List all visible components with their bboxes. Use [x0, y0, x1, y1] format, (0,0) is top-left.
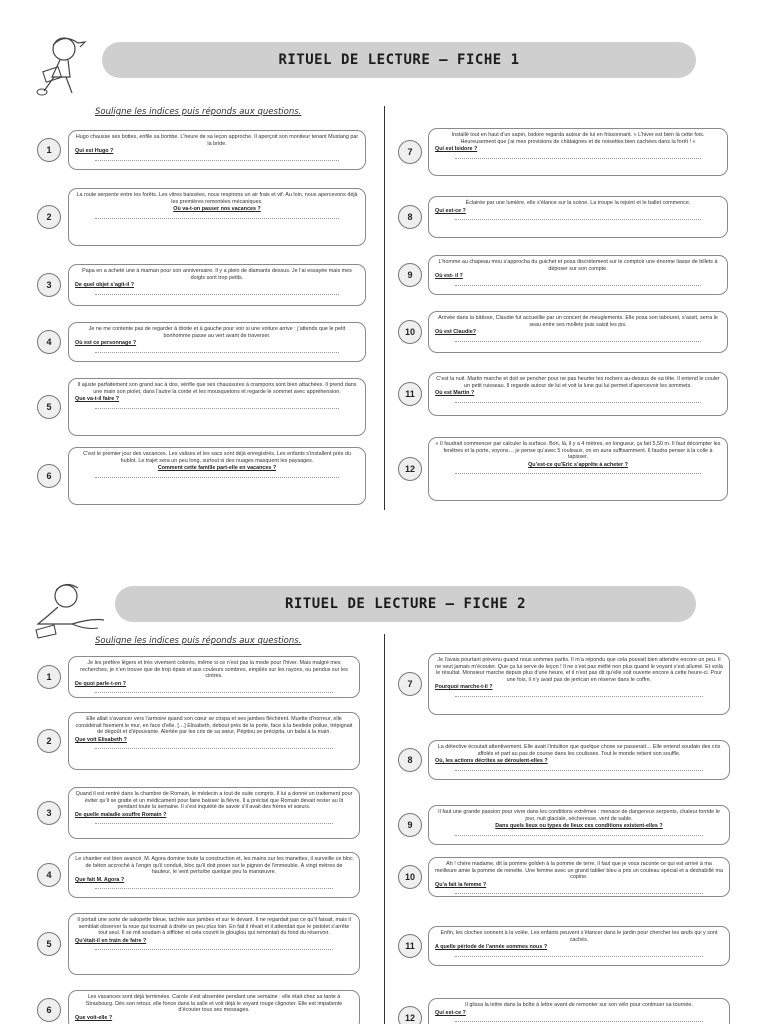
answer-line[interactable] — [95, 472, 339, 478]
exercise-number: 9 — [398, 263, 422, 287]
exercise-question: Qu’était-il en train de faire ? — [75, 937, 147, 944]
exercise-text: La route serpente entre les forêts. Les vitres baissées, nous respirons un air frais et vif. Au loin, nous apercevons déjà les premières remontées mécaniques. — [76, 192, 358, 205]
exercise-question: Où est ce personnage ? — [75, 340, 137, 347]
exercise-text: Ah ! chère madame, dit la pomme golden à la pomme de terre, il faut que je vous raconte ce qui est arrivé à ma meilleure amie la pomme de reinette. Une femme avec un grand tablier bleu a pris un couteau spécial et a déshabillé ma copine. — [435, 861, 723, 881]
exercise-question: Où va-t-on passer nos vacances ? — [173, 206, 261, 213]
answer-line[interactable] — [95, 818, 333, 824]
exercise-text: Il portait une sorte de salopette bleue, tachée aux jambes et sur le devant. Il ne regardait pas ce qu’il faisait, mais il semblait observer la roue qui tournait à droite un peu plus loin. En fait il rêvait et il attendait que le pistolet s’arrête tout seul. Il se mit soudain à siffloter et cela couvrit le glouglou qui remontait du fond du réservoir. — [77, 917, 351, 937]
exercise-card — [68, 990, 360, 1024]
exercise-number: 2 — [37, 205, 61, 229]
exercise-number: 3 — [37, 273, 61, 297]
exercise-card — [68, 656, 360, 698]
answer-line[interactable] — [95, 213, 339, 219]
exercise-question: Comment cette famille part-elle en vacances ? — [157, 465, 277, 472]
exercise-question: De quelle maladie souffre Romain ? — [75, 811, 167, 818]
exercise-question: Où est Claudie? — [435, 329, 477, 336]
exercise-number: 3 — [37, 801, 61, 825]
answer-line[interactable] — [455, 153, 701, 159]
exercise-card — [428, 857, 730, 897]
exercise-card — [428, 196, 728, 238]
exercise-question: Où est Martin ? — [435, 390, 475, 397]
exercise-text: Je les préfère légers et très vivement colorés, même si ce n’est pas la mode pour l’hiver. Mais malgré mes recherches, je n’en trouve que de trop épais et aux couleurs sombres, empilés sur les rayons, ou pendus sur les cintres. — [80, 660, 348, 680]
answer-line[interactable] — [455, 280, 701, 286]
exercise-card — [428, 805, 730, 845]
exercise-number: 5 — [37, 932, 61, 956]
exercise-card — [68, 130, 366, 170]
answer-line[interactable] — [95, 289, 339, 295]
exercise-number: 12 — [398, 1006, 422, 1024]
answer-line[interactable] — [455, 765, 703, 771]
exercise-text: Le chantier est bien avancé. M. Agora domine toute la construction et, les mains sur les manettes, il surveille ce bloc de béton accroché à l’engin qu’il conduit, bloc qu’il doit poser sur le pignon de l’immeuble. À vingt mètres de hauteur, le vent perturbe quelque peu la manœuvre. — [75, 856, 353, 876]
exercise-text: Éclairée par une lumière, elle s’élance sur la scène. La troupe la rejoint et le ballet commence. — [465, 200, 691, 206]
answer-line[interactable] — [455, 214, 701, 220]
answer-line[interactable] — [95, 347, 339, 353]
column-divider — [384, 106, 385, 510]
exercise-text: Il glissa la lettre dans la boîte à lettre avant de remonter sur son vélo pour continuer sa tournée. — [465, 1002, 693, 1008]
exercise-text: Installé tout en haut d’un sapin, Isidore regarda autour de lui en frissonnant. « L’hiver est bien là cette fois. Heureusement que j’ai mes provisions de châtaignes et de noisettes bien cachées dans la forêt ! » — [451, 132, 705, 145]
exercise-card — [428, 311, 728, 353]
exercise-text: « Il faudrait commencer par calculer la surface. Bon, là, il y a 4 mètres, en longueur, ça fait 5,50 m. Il faut décompter les fenêtres et la porte, voyons… je pense qu’avec 5 rouleaux, on en aura suffisamment. Il faudra penser à la colle à tapisser. — [435, 441, 721, 461]
answer-line[interactable] — [455, 951, 703, 957]
child-reading-illustration — [32, 578, 108, 640]
exercise-text: Papa en a acheté une à maman pour son anniversaire. Il y a plein de diamants dessus. Je l’ai essayée mais mes doigts sont trop petits. — [82, 268, 352, 281]
answer-line[interactable] — [455, 397, 701, 403]
answer-line[interactable] — [455, 468, 701, 474]
exercise-number: 11 — [398, 382, 422, 406]
exercise-card — [68, 447, 366, 505]
exercise-card — [428, 998, 730, 1024]
answer-line[interactable] — [95, 403, 339, 409]
exercise-number: 1 — [37, 665, 61, 689]
exercise-question: De quel objet s’agit-il ? — [75, 282, 135, 289]
instruction: Souligne les indices puis réponds aux questions. — [95, 636, 302, 646]
exercise-question: Que fait M. Agora ? — [75, 876, 125, 883]
answer-line[interactable] — [95, 944, 333, 950]
exercise-question: Où est- il ? — [435, 273, 463, 280]
exercise-question: A quelle période de l’année sommes nous ? — [435, 944, 548, 951]
exercise-question: Qui est Isidore ? — [435, 146, 478, 153]
exercise-card — [68, 787, 360, 839]
sheet-title: RITUEL DE LECTURE – FICHE 2 — [115, 586, 696, 622]
exercise-question: Qui est-ce ? — [435, 207, 466, 214]
exercise-number: 9 — [398, 813, 422, 837]
exercise-card — [68, 322, 366, 362]
exercise-card — [68, 188, 366, 246]
exercise-number: 2 — [37, 729, 61, 753]
answer-line[interactable] — [455, 888, 703, 894]
exercise-question: Que va-t-il faire ? — [75, 396, 120, 403]
exercise-text: Les vacances sont déjà terminées. Carole s’est absentée pendant une semaine : elle était chez sa tante à Strasbourg. Dès son retour, elle fonce dans la salle et voit déjà le voyant rouge clignoter. Elle est impatiente d’écouter tous ses messages. — [85, 994, 343, 1014]
exercise-question: Qu’a fait la femme ? — [435, 881, 487, 888]
exercise-card — [428, 437, 728, 501]
exercise-card — [428, 926, 730, 966]
answer-line[interactable] — [455, 691, 703, 697]
exercise-card — [428, 653, 730, 715]
exercise-card — [68, 378, 366, 436]
exercise-card — [68, 852, 360, 898]
exercise-card — [428, 740, 730, 780]
exercise-number: 7 — [398, 140, 422, 164]
exercise-number: 10 — [398, 865, 422, 889]
column-divider — [384, 634, 385, 1024]
exercise-card — [68, 913, 360, 975]
exercise-question: Pourquoi marche-t-il ? — [435, 684, 493, 691]
child-reading-illustration — [30, 33, 90, 97]
exercise-question: Qu’est-ce qu’Eric s’apprête à acheter ? — [528, 461, 628, 468]
exercise-text: Elle allait s’avancer vers l’armoire quand son cœur se crispa et ses jambes fléchirent. Muette d’horreur, elle considérait fixement le mur, en face d’elle. […] Elisabeth, debout près de la porte, face à la bestiole poilue, trépignait de dégoût et d’épouvante. Alertée par les cris de sa sœur, Pépitou se précipita, un balai à la main. — [75, 716, 353, 736]
exercise-text: C’est la nuit. Martin marche et doit se pencher pour ne pas heurter les rochers au-dessus de sa tête. Il entend le couler un petit ruisseau. Il regarde autour de lui et voit la lune qui lui permet d’apercevoir les sommets. — [436, 376, 720, 389]
exercise-question: De quoi parle-t-on ? — [75, 680, 126, 687]
exercise-number: 6 — [37, 998, 61, 1022]
answer-line[interactable] — [95, 883, 333, 889]
exercise-card — [68, 712, 360, 770]
answer-line[interactable] — [455, 336, 701, 342]
exercise-card — [428, 128, 728, 176]
answer-line[interactable] — [95, 743, 333, 749]
exercise-text: Il faut une grande passion pour vivre dans les conditions extrêmes : menace de dangereux serpents, chaleur torride le jour, nuit glaciale, sécheresse, vent de sable. — [438, 809, 720, 822]
exercise-card — [428, 372, 728, 416]
sheet-title: RITUEL DE LECTURE – FICHE 1 — [102, 42, 696, 78]
exercise-text: Je l’avais pourtant prévenu quand nous sommes partis. Il m’a répondu que cela pouvait bien attendre encore un peu. Il ne veut jamais m’écouter. Que ça lui serve de leçon ! Il ne s’est pas méfié non plus quand le voyant s’est allumé. Et voilà le résultat. Monsieur marche depuis plus d’une heure, et il n’est pas dit qu’elle soit ouverte encore à cette heure-ci. Pour une fois, il n’y avait pas de jerrican en réserve dans le coffre. — [435, 657, 723, 683]
exercise-card — [428, 255, 728, 295]
sheet-fiche-2 — [0, 560, 768, 1024]
exercise-text: Il ajuste parfaitement son grand sac à dos, vérifie que ses chaussures à crampons sont bien attachées. Il prend dans une main son piolet, dans l’autre la corde et les mousquetons et regarde le sommet avec appréhension. — [77, 382, 357, 395]
exercise-question: Dans quels lieux ou types de lieux ces conditions existent-elles ? — [495, 823, 663, 830]
exercise-question: Qui est Hugo ? — [75, 148, 114, 155]
exercise-question: Que voit Elisabeth ? — [75, 736, 127, 743]
exercise-number: 10 — [398, 320, 422, 344]
exercise-text: Je ne me contente pas de regarder à droite et à gauche pour voir si une voiture arrive : j’attends que le petit bonhomme passe au vert avant de traverser. — [88, 326, 346, 339]
exercise-number: 8 — [398, 748, 422, 772]
answer-line[interactable] — [95, 687, 333, 693]
exercise-number: 6 — [37, 464, 61, 488]
exercise-text: L’homme au chapeau mou s’approcha du guichet et posa discrètement sur le comptoir une énorme liasse de billets à déposer sur son compte. — [438, 259, 718, 272]
answer-line[interactable] — [95, 155, 339, 161]
exercise-number: 4 — [37, 863, 61, 887]
exercise-text: C’est le premier jour des vacances. Les valises et les sacs sont déjà enregistrés. Les enfants s’installent près du hublot. Le trajet sera un peu long, surtout si des nuages masquent les paysages. — [83, 451, 351, 464]
exercise-number: 8 — [398, 205, 422, 229]
exercise-number: 11 — [398, 934, 422, 958]
exercise-card — [68, 264, 366, 306]
exercise-question: Qui est-ce ? — [435, 1009, 466, 1016]
answer-line[interactable] — [455, 1016, 703, 1022]
exercise-text: Quand il est rentré dans la chambre de Romain, le médecin a tout de suite compris. Il lui a donné un traitement pour éviter qu’il se gratte et un médicament pour faire baisser la fièvre. Il a précisé que Romain devait rester au lit pendant toute la semaine. Il s’est inquiété de savoir s’il avait des frères et sœurs. — [75, 791, 353, 811]
exercise-number: 4 — [37, 330, 61, 354]
exercise-number: 7 — [398, 672, 422, 696]
exercise-question: Que voit-elle ? — [75, 1014, 113, 1021]
exercise-number: 1 — [37, 138, 61, 162]
exercise-number: 5 — [37, 395, 61, 419]
exercise-text: Hugo chausse ses bottes, enfile sa bombe. L’heure de sa leçon approche. Il aperçoit son moniteur tenant Mustang par la bride. — [75, 134, 359, 147]
exercise-question: Où, les actions décrites se déroulent-elles ? — [435, 758, 548, 765]
exercise-number: 12 — [398, 457, 422, 481]
answer-line[interactable] — [455, 830, 703, 836]
exercise-text: Enfin, les cloches sonnent à la volée. Les enfants peuvent s’élancer dans le jardin pour chercher les œufs qui y sont cachés. — [440, 930, 718, 943]
instruction: Souligne les indices puis réponds aux questions. — [95, 107, 302, 117]
exercise-text: Arrivée dans la bâtisse, Claudie fut accueillie par un concert de meuglements. Elle posa son tabouret, s’assit, serra le seau entre ses mollets puis saisit les pis. — [438, 315, 718, 328]
exercise-text: La détective écoutait attentivement. Elle avait l’intuition que quelque chose se passerait… Elle entend soudain des cris affolés et part au pas de course dans les coulisses. Tout le monde retient son souffle. — [437, 744, 721, 757]
